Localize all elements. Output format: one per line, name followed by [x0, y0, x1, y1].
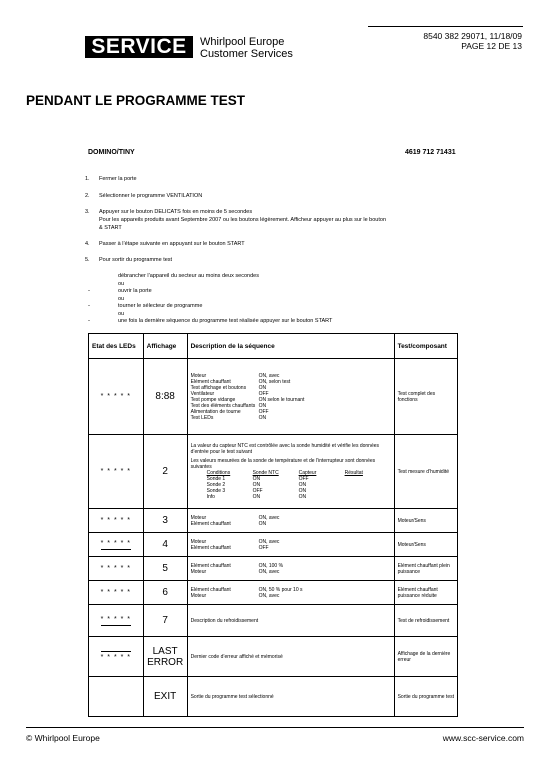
- sub-cell: Sonde 1: [206, 476, 226, 482]
- display-value: 8:88: [143, 359, 187, 435]
- header-rule: [368, 26, 523, 27]
- sub-header-cell: Résultat: [344, 470, 363, 476]
- led-state-text: * * * * *: [101, 616, 131, 626]
- model-name: DOMINO/TINY: [88, 149, 135, 156]
- sequence-state: ON, 50 % pour 10 s: [258, 586, 303, 593]
- display-value: 7: [143, 605, 187, 637]
- table-row: [89, 637, 458, 677]
- document-reference: [423, 31, 522, 51]
- sequence-description: [187, 557, 394, 581]
- sequence-state: ON, 100 %: [258, 562, 284, 569]
- sequence-description: [187, 581, 394, 605]
- sequence-state: ON, avec: [258, 538, 280, 545]
- sequence-description: Dernier code d’erreur affiché et mémorisé: [187, 637, 394, 677]
- sub-cell: ON: [252, 494, 261, 500]
- sub-header-cell: Sonde NTC: [252, 470, 279, 476]
- led-state-text: * * * * *: [101, 540, 131, 550]
- sequence-intro: La valeur du capteur NTC est contrôlée avec la sonde humidité et vérifie les données d’entrée pour le test suivant: [190, 443, 380, 455]
- test-component: Elément chauffant plein puissance: [394, 557, 457, 581]
- sequence-state: ON, avec: [258, 568, 280, 575]
- display-value: LAST ERROR: [143, 637, 187, 677]
- test-component: Affichage de la dernière erreur: [394, 637, 457, 677]
- display-value: 2: [143, 435, 187, 509]
- sequence-component: Test des éléments chauffants: [190, 402, 256, 409]
- sequence-component: Alimentation de tourne: [190, 408, 241, 415]
- table-row: [89, 581, 458, 605]
- sequence-state: ON: [258, 402, 267, 409]
- sequence-component: Elément chauffant: [190, 544, 231, 551]
- sequence-description: [187, 509, 394, 533]
- footer-website: www.scc-service.com: [442, 733, 524, 743]
- sequence-component: Test affichage et boutons: [190, 384, 247, 391]
- table-row: [89, 435, 458, 509]
- exit-dash-2: -: [88, 303, 90, 309]
- test-component: Test mesure d’humidité: [394, 435, 457, 509]
- step-number: 1.: [85, 176, 90, 182]
- exit-option-4: une fois la dernière séquence du programme test réalisée appuyer sur le bouton START: [118, 318, 333, 324]
- sub-cell: ON: [252, 482, 261, 488]
- table-row: [89, 533, 458, 557]
- test-component: Sortie du programme test: [394, 677, 457, 717]
- step-text: & START: [99, 225, 122, 231]
- sub-cell: ON: [252, 476, 261, 482]
- part-number: 4619 712 71431: [405, 149, 456, 156]
- sequence-state: ON: [258, 414, 267, 421]
- sequence-state: OFF: [258, 544, 269, 551]
- brand-block: [200, 36, 293, 60]
- brand-line-2: Customer Services: [200, 48, 293, 60]
- exit-option-2: ouvrir la porte: [118, 288, 152, 294]
- test-component: Elément chauffant puissance réduite: [394, 581, 457, 605]
- sequence-component: Test pompe vidange: [190, 396, 236, 403]
- led-state: * * * * *: [89, 359, 144, 435]
- table-row: [89, 557, 458, 581]
- sequence-state: ON, avec: [258, 514, 280, 521]
- step-text: Fermer la porte: [99, 176, 137, 182]
- brand-line-1: Whirlpool Europe: [200, 36, 285, 48]
- sequence-component: Elément chauffant: [190, 586, 231, 593]
- sequence-state: ON, selon test: [258, 378, 291, 385]
- step-3-note-2: [85, 225, 122, 232]
- sequence-description: Description du refroidissement: [187, 605, 394, 637]
- step-text: Sélectionner le programme VENTILATION: [99, 193, 203, 199]
- step-number: 5.: [85, 257, 90, 263]
- led-state: * * * * *: [89, 557, 144, 581]
- step-3: [85, 209, 252, 216]
- sequence-state: ON: [258, 520, 267, 527]
- sequence-description: [187, 533, 394, 557]
- sequence-state: OFF: [258, 408, 269, 415]
- test-component: Test complet des fonctions: [394, 359, 457, 435]
- sub-header-cell: Conditions: [206, 470, 231, 476]
- exit-option-3: tourner le sélecteur de programme: [118, 303, 203, 309]
- sequence-state: ON selon le tournant: [258, 396, 305, 403]
- step-number: 3.: [85, 209, 90, 215]
- step-text: Passer à l’étape suivante en appuyant sur le bouton START: [99, 241, 245, 247]
- step-3-note: [85, 217, 386, 224]
- sequence-intro-2: Les valeurs mesurées de la sonde de température et de l’interrupteur sont données suivantes: [190, 458, 376, 470]
- sequence-state: OFF: [258, 390, 269, 397]
- table-row: [89, 605, 458, 637]
- footer-copyright: © Whirlpool Europe: [26, 733, 100, 743]
- step-5: [85, 257, 172, 264]
- sequence-component: Moteur: [190, 372, 207, 379]
- test-component: Moteur/Sens: [394, 533, 457, 557]
- table-row: [89, 359, 458, 435]
- step-4: [85, 241, 245, 248]
- table-header-row: [89, 334, 458, 359]
- led-state: [89, 533, 144, 557]
- led-state: * * * * *: [89, 509, 144, 533]
- test-component: Moteur/Sens: [394, 509, 457, 533]
- sub-table-row: [207, 494, 391, 500]
- sub-header-cell: Capteur: [298, 470, 317, 476]
- step-text: Pour les appareils produits avant Septembre 2007 ou les boutons légèrement. Afficheur appuyer au plus sur le bouton: [99, 217, 386, 223]
- sequence-component: Elément chauffant: [190, 378, 231, 385]
- table-row: [89, 677, 458, 717]
- sub-cell: OFF: [252, 488, 263, 494]
- step-2: [85, 193, 202, 200]
- exit-or-3: ou: [118, 311, 125, 317]
- exit-or-1: ou: [118, 281, 125, 287]
- led-state: * * * * *: [89, 435, 144, 509]
- sequence-description: [187, 359, 394, 435]
- header-display: Affichage: [143, 334, 187, 359]
- sequence-component: Moteur: [190, 592, 207, 599]
- led-state: [89, 637, 144, 677]
- step-number: 4.: [85, 241, 90, 247]
- footer-rule: [26, 727, 524, 728]
- sub-cell: Info: [206, 494, 215, 500]
- sequence-component: Elément chauffant: [190, 520, 231, 527]
- sequence-state: ON, avec: [258, 592, 280, 599]
- sub-cell: OFF: [298, 476, 309, 482]
- sub-cell: Sonde 3: [206, 488, 226, 494]
- sub-cell: ON: [298, 482, 307, 488]
- page-title: PENDANT LE PROGRAMME TEST: [26, 93, 246, 108]
- led-state: [89, 677, 144, 717]
- step-text: Appuyer sur le bouton DELICATS fois en moins de 5 secondes: [99, 209, 253, 215]
- sequence-description: [187, 435, 394, 509]
- header-test: Test/composant: [394, 334, 457, 359]
- exit-dash-3: -: [88, 318, 90, 324]
- page-number: PAGE 12 DE 13: [461, 41, 522, 51]
- sub-cell: ON: [298, 494, 307, 500]
- led-state: [89, 605, 144, 637]
- exit-option-1: débrancher l’appareil du secteur au moins deux secondes: [118, 273, 259, 279]
- display-value: EXIT: [143, 677, 187, 717]
- display-value: 6: [143, 581, 187, 605]
- table-row: [89, 509, 458, 533]
- sequence-component: Elément chauffant: [190, 562, 231, 569]
- service-logo: SERVICE: [85, 36, 193, 58]
- sequence-state: ON, avec: [258, 372, 280, 379]
- exit-or-2: ou: [118, 296, 125, 302]
- sub-cell: ON: [298, 488, 307, 494]
- sequence-component: Ventilateur: [190, 390, 215, 397]
- test-component: Test de refroidissement: [394, 605, 457, 637]
- sequence-component: Moteur: [190, 538, 207, 545]
- led-state: * * * * *: [89, 581, 144, 605]
- display-value: 5: [143, 557, 187, 581]
- sub-cell: Sonde 2: [206, 482, 226, 488]
- step-text: Pour sortir du programme test: [99, 257, 173, 263]
- step-number: 2.: [85, 193, 90, 199]
- sequence-component: Moteur: [190, 514, 207, 521]
- step-1: [85, 176, 137, 183]
- sequence-component: Moteur: [190, 568, 207, 575]
- header-description: Description de la séquence: [187, 334, 394, 359]
- test-sequence-table: [88, 333, 458, 717]
- display-value: 4: [143, 533, 187, 557]
- sequence-component: Test LEDs: [190, 414, 214, 421]
- exit-dash-1: -: [88, 288, 90, 294]
- doc-number: 8540 382 29071, 11/18/09: [423, 31, 522, 41]
- sequence-state: ON: [258, 384, 267, 391]
- sequence-description: Sortie du programme test sélectionné: [187, 677, 394, 717]
- header-leds: Etat des LEDs: [89, 334, 144, 359]
- display-value: 3: [143, 509, 187, 533]
- led-state-text: * * * * *: [101, 651, 131, 663]
